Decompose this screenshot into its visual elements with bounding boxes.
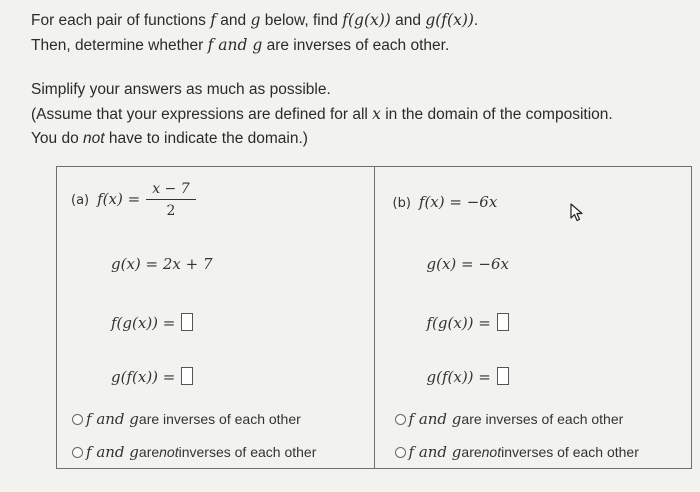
instruction-text: and [390, 12, 426, 29]
instruction-text: and [215, 12, 251, 29]
radio-button[interactable] [72, 414, 83, 425]
part-a-fg-row [111, 313, 193, 332]
option-text: inverses of each other [178, 444, 317, 460]
fraction [146, 181, 195, 219]
instruction-text: have to indicate the domain.) [104, 130, 308, 147]
part-b-label: (b) [392, 196, 411, 211]
math-x: x [372, 105, 381, 123]
instruction-text: . [473, 12, 479, 29]
part-b-gf-row [427, 367, 509, 386]
answer-box-b-fg[interactable] [497, 313, 509, 331]
f-definition-label: f(x) = [97, 190, 141, 208]
instruction-text: You do [31, 130, 84, 147]
math-f: f [210, 11, 216, 29]
option-text: are inverses of each other [138, 411, 301, 427]
instruction-text: For each pair of functions [31, 12, 211, 29]
option-a-inverses[interactable] [72, 410, 301, 428]
option-b-not-inverses[interactable] [395, 443, 639, 461]
answer-box-b-gf[interactable] [497, 367, 509, 385]
emphasis-not: not [159, 444, 179, 460]
emphasis-not: not [83, 130, 105, 147]
part-b-panel [375, 167, 692, 468]
part-b-g-definition: g(x) = −6x [426, 255, 509, 273]
instruction-text: in the domain of the composition. [380, 106, 613, 123]
math-f-and-g: f and g [86, 410, 139, 428]
problem-grid [56, 166, 692, 469]
option-text: inverses of each other [501, 444, 639, 460]
instruction-line-2 [31, 33, 613, 58]
fraction-denominator: 2 [166, 203, 176, 219]
fg-label: f(g(x)) = [426, 314, 491, 332]
fraction-numerator: x − 7 [146, 181, 195, 200]
instructions [31, 8, 613, 151]
part-b-f-definition [393, 193, 498, 211]
instruction-line-1 [31, 8, 613, 33]
option-a-not-inverses[interactable] [72, 443, 316, 461]
part-b-fg-row [427, 313, 509, 332]
answer-box-a-fg[interactable] [181, 313, 193, 331]
instruction-line-4 [31, 102, 613, 127]
option-text: are inverses of each other [461, 411, 624, 427]
math-f-and-g: f and g [207, 36, 263, 54]
mouse-pointer-icon [569, 203, 585, 223]
radio-button[interactable] [395, 447, 406, 458]
instruction-text: are inverses of each other. [262, 37, 450, 54]
option-text: are [461, 444, 482, 460]
option-text: are [138, 444, 160, 460]
math-g: g [250, 11, 261, 29]
math-fgx: f(g(x)) [342, 11, 391, 29]
math-gfx: g(f(x)) [425, 11, 474, 29]
gf-label: g(f(x)) = [426, 368, 491, 386]
part-a-g-definition: g(x) = 2x + 7 [111, 255, 213, 273]
instruction-text: Then, determine whether [31, 37, 208, 54]
instruction-text: (Assume that your expressions are defined for all [31, 106, 373, 123]
instruction-text: below, find [260, 12, 343, 29]
emphasis-not: not [481, 444, 502, 460]
option-b-inverses[interactable] [395, 410, 624, 428]
part-a-panel [57, 167, 375, 468]
instruction-line-3: Simplify your answers as much as possible. [31, 81, 331, 98]
gf-label: g(f(x)) = [111, 368, 176, 386]
instruction-line-5 [31, 127, 613, 151]
radio-button[interactable] [395, 414, 406, 425]
math-f-and-g: f and g [408, 410, 462, 428]
answer-box-a-gf[interactable] [181, 367, 193, 385]
math-f-and-g: f and g [86, 443, 139, 461]
part-a-gf-row [111, 367, 193, 386]
radio-button[interactable] [72, 447, 83, 458]
part-a-f-definition [71, 181, 196, 219]
part-a-label: (a) [71, 193, 90, 208]
math-f-and-g: f and g [408, 443, 462, 461]
fg-label: f(g(x)) = [111, 314, 176, 332]
f-definition: f(x) = −6x [418, 193, 498, 211]
